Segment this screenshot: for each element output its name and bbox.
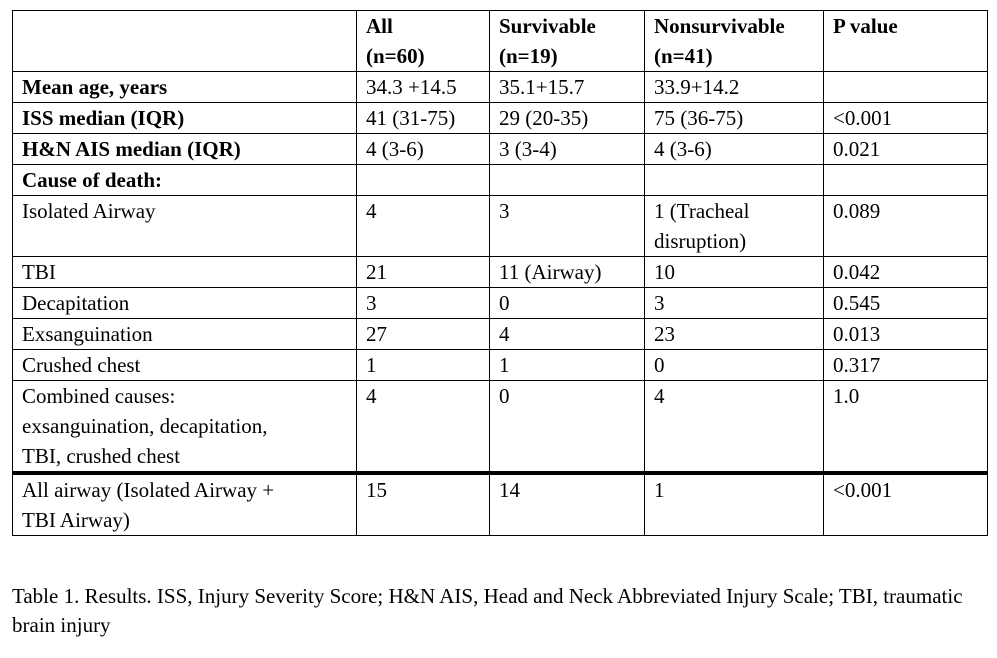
cell-all-value: 15: [357, 473, 490, 536]
cell-row-label: Exsanguination: [13, 319, 357, 350]
cell-all-value: 4: [357, 381, 490, 474]
cell-row-label: Isolated Airway: [13, 196, 357, 257]
cell-row-label: H&N AIS median (IQR): [13, 134, 357, 165]
cell-survivable-value: 11 (Airway): [490, 257, 645, 288]
cell-all-value: 4: [357, 196, 490, 257]
cell-nonsurvivable-value: 4: [645, 381, 824, 474]
cell-p-value: 0.042: [824, 257, 988, 288]
table-row: [13, 165, 988, 196]
table-row: [13, 103, 988, 134]
cell-all-value: 1: [357, 350, 490, 381]
cell-row-label: All airway (Isolated Airway + TBI Airway): [13, 473, 357, 536]
table-header-row: [13, 11, 988, 72]
cell-p-value: <0.001: [824, 103, 988, 134]
cell-nonsurvivable-value: 1: [645, 473, 824, 536]
cell-p-value: 0.021: [824, 134, 988, 165]
header-cell-all: All (n=60): [357, 11, 490, 72]
cell-all-value: 21: [357, 257, 490, 288]
cell-all-value: 27: [357, 319, 490, 350]
table-row: [13, 381, 988, 474]
cell-all-value: 41 (31-75): [357, 103, 490, 134]
cell-survivable-value: 3 (3-4): [490, 134, 645, 165]
cell-p-value: [824, 165, 988, 196]
header-cell-nonsurvivable: Nonsurvivable (n=41): [645, 11, 824, 72]
table-row: [13, 72, 988, 103]
cell-survivable-value: [490, 165, 645, 196]
table-row: [13, 257, 988, 288]
cell-all-value: 3: [357, 288, 490, 319]
results-table: [12, 10, 988, 536]
cell-nonsurvivable-value: 4 (3-6): [645, 134, 824, 165]
cell-p-value: [824, 72, 988, 103]
cell-survivable-value: 4: [490, 319, 645, 350]
table-row: [13, 350, 988, 381]
cell-nonsurvivable-value: [645, 165, 824, 196]
cell-row-label: ISS median (IQR): [13, 103, 357, 134]
cell-row-label: TBI: [13, 257, 357, 288]
cell-nonsurvivable-value: 0: [645, 350, 824, 381]
cell-survivable-value: 14: [490, 473, 645, 536]
table-row: [13, 473, 988, 536]
cell-p-value: 0.317: [824, 350, 988, 381]
cell-all-value: 4 (3-6): [357, 134, 490, 165]
cell-survivable-value: 1: [490, 350, 645, 381]
header-cell-row-label: [13, 11, 357, 72]
cell-p-value: 1.0: [824, 381, 988, 474]
table-row: [13, 196, 988, 257]
cell-survivable-value: 29 (20-35): [490, 103, 645, 134]
cell-nonsurvivable-value: 3: [645, 288, 824, 319]
cell-nonsurvivable-value: 75 (36-75): [645, 103, 824, 134]
cell-survivable-value: 35.1+15.7: [490, 72, 645, 103]
cell-row-label: Decapitation: [13, 288, 357, 319]
cell-survivable-value: 3: [490, 196, 645, 257]
cell-p-value: <0.001: [824, 473, 988, 536]
cell-nonsurvivable-value: 1 (Tracheal disruption): [645, 196, 824, 257]
table-caption: Table 1. Results. ISS, Injury Severity Score; H&N AIS, Head and Neck Abbreviated Injury Scale; TBI, traumatic brain injury: [12, 584, 963, 637]
cell-p-value: 0.089: [824, 196, 988, 257]
table-row: [13, 319, 988, 350]
cell-row-label: Combined causes: exsanguination, decapitation, TBI, crushed chest: [13, 381, 357, 474]
cell-p-value: 0.013: [824, 319, 988, 350]
header-cell-survivable: Survivable (n=19): [490, 11, 645, 72]
table-row: [13, 288, 988, 319]
cell-survivable-value: 0: [490, 288, 645, 319]
cell-survivable-value: 0: [490, 381, 645, 474]
table-row: [13, 134, 988, 165]
cell-row-label: Crushed chest: [13, 350, 357, 381]
cell-all-value: 34.3 +14.5: [357, 72, 490, 103]
cell-p-value: 0.545: [824, 288, 988, 319]
cell-nonsurvivable-value: 33.9+14.2: [645, 72, 824, 103]
cell-all-value: [357, 165, 490, 196]
cell-nonsurvivable-value: 10: [645, 257, 824, 288]
cell-nonsurvivable-value: 23: [645, 319, 824, 350]
cell-row-label: Mean age, years: [13, 72, 357, 103]
cell-row-label: Cause of death:: [13, 165, 357, 196]
header-cell-p-value: P value: [824, 11, 988, 72]
